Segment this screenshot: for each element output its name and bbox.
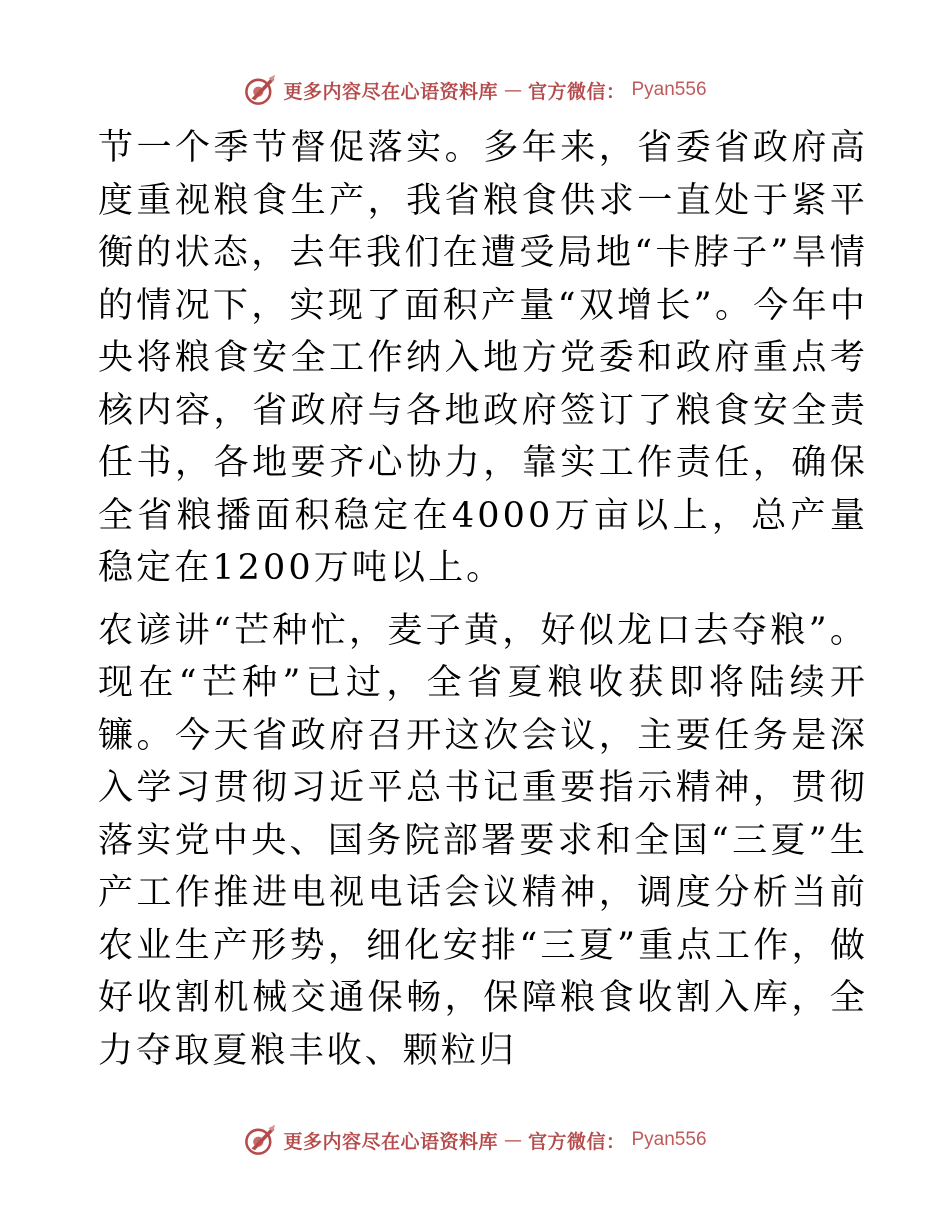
header-watermark [0,70,950,110]
watermark-site-text: 更多内容尽在心语资料库 [283,80,498,103]
watermark-wechat-id: Pyan556 [631,79,707,100]
logo-icon [243,73,277,107]
watermark-wechat-label: 官方微信： [527,1130,626,1153]
watermark-separator: — [503,1129,522,1151]
logo-icon [243,1123,277,1157]
watermark-wechat-id: Pyan556 [631,1129,707,1150]
watermark-group [243,73,706,107]
watermark-wechat-label: 官方微信： [527,80,626,103]
watermark-group [243,1123,706,1157]
footer-watermark [0,1120,950,1160]
paragraph-1: 节一个季节督促落实。多年来，省委省政府高度重视粮食生产，我省粮食供求一直处于紧平衡的状态，去年我们在遭受局地“卡脖子”旱情的情况下，实现了面积产量“双增长”。今年中央将粮食安全工作纳入地方党委和政府重点考核内容，省政府与各地政府签订了粮食安全责任书，各地要齐心协力，靠实工作责任，确保全省粮播面积稳定在4000万亩以上，总产量稳定在1200万吨以上。 [98,128,868,588]
watermark-separator: — [503,79,522,101]
document-body [98,122,868,1077]
watermark-site-text: 更多内容尽在心语资料库 [283,1130,498,1153]
paragraph-2: 农谚讲“芒种忙，麦子黄，好似龙口去夺粮”。现在“芒种”已过，全省夏粮收获即将陆续开镰。今天省政府召开这次会议，主要任务是深入学习贯彻习近平总书记重要指示精神，贯彻落实党中央、国务院部署要求和全国“三夏”生产工作推进电视电话会议精神，调度分析当前农业生产形势，细化安排“三夏”重点工作，做好收割机械交通保畅，保障粮食收割入库，全力夺取夏粮丰收、颗粒归 [98,610,868,1071]
